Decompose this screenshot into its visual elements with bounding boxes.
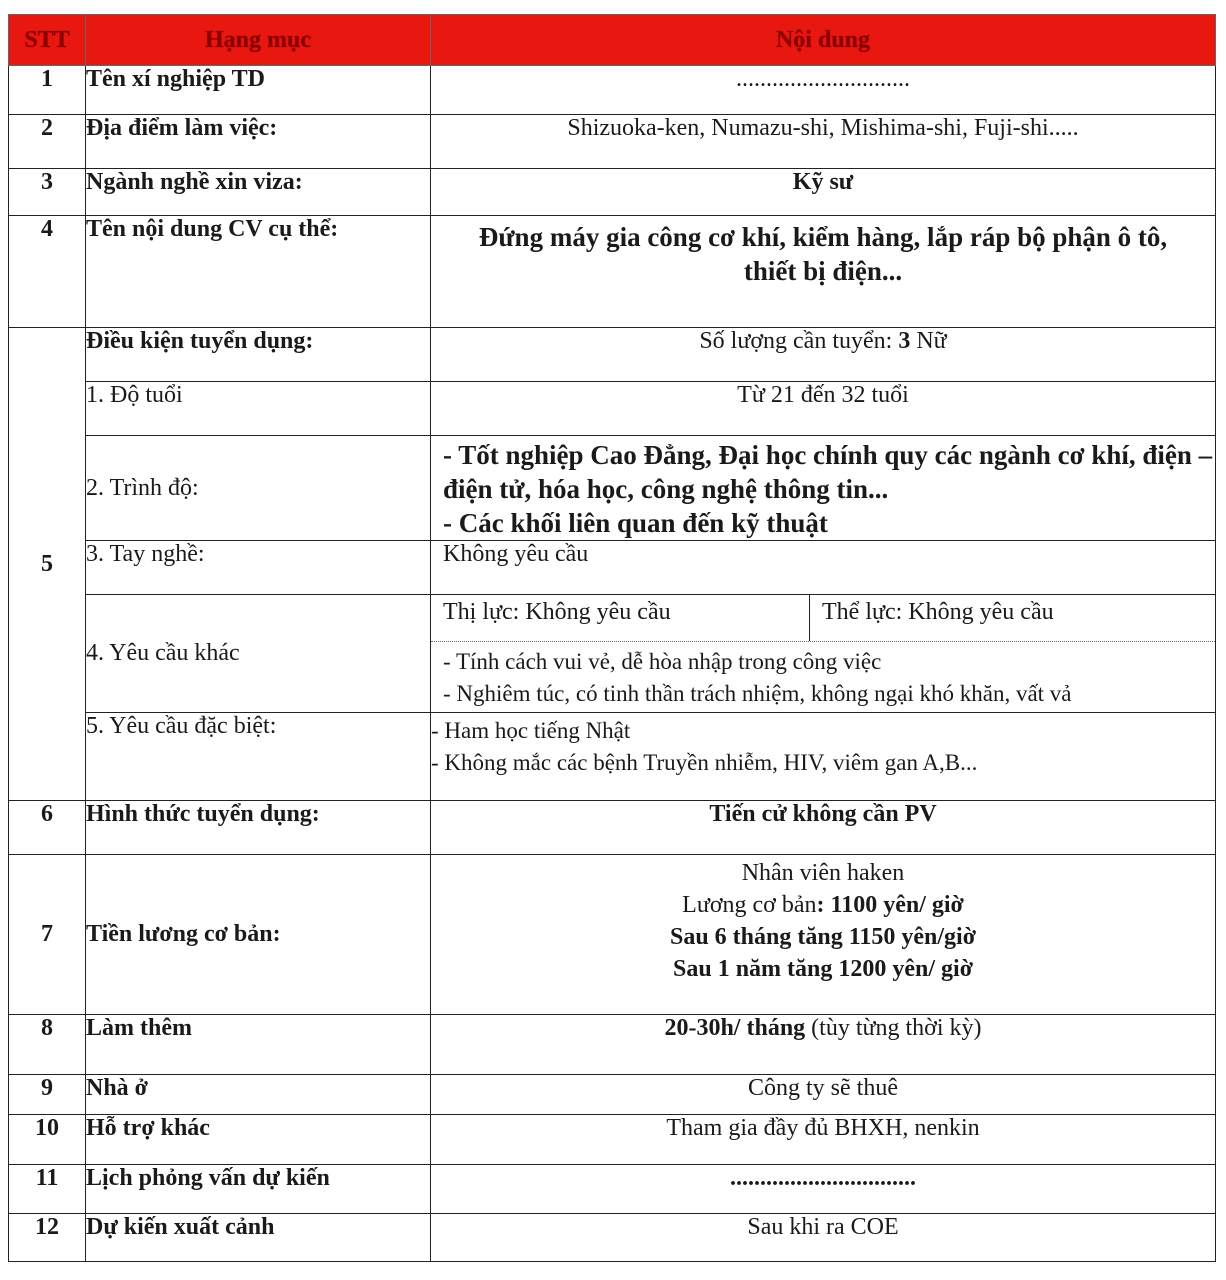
row-item: 3. Tay nghề:: [86, 541, 431, 595]
header-item: Hạng mục: [86, 15, 431, 66]
row-value: Sau khi ra COE: [431, 1214, 1216, 1262]
table-row: [9, 1115, 1216, 1165]
row-item: Tên xí nghiệp TD: [86, 66, 431, 115]
table-row: [9, 328, 1216, 382]
row-number: 3: [9, 169, 86, 216]
row-item: Hình thức tuyển dụng:: [86, 801, 431, 855]
physical-requirements: [431, 595, 1215, 642]
row-item: Ngành nghề xin viza:: [86, 169, 431, 216]
salary-line: Sau 1 năm tăng 1200 yên/ giờ: [673, 956, 973, 982]
row-value: Công ty sẽ thuê: [431, 1075, 1216, 1115]
requirement-line: - Không mắc các bệnh Truyền nhiễm, HIV, viêm gan A,B...: [431, 750, 978, 775]
row-item: 4. Yêu cầu khác: [86, 595, 431, 713]
row-number: 1: [9, 66, 86, 115]
table-row: [9, 436, 1216, 541]
row-item: Tiền lương cơ bản:: [86, 855, 431, 1015]
row-value: Tham gia đầy đủ BHXH, nenkin: [431, 1115, 1216, 1165]
row-number: 8: [9, 1015, 86, 1075]
table-row: [9, 1214, 1216, 1262]
fitness-requirement: Thể lực: Không yêu cầu: [822, 599, 1054, 625]
row-value: 20-30h/ tháng (tùy từng thời kỳ): [431, 1015, 1216, 1075]
table-row: [9, 1165, 1216, 1214]
hire-count: 3: [898, 328, 911, 354]
row-value: Không yêu cầu: [431, 541, 1216, 595]
row-item: Tên nội dung CV cụ thể:: [86, 216, 431, 328]
header-stt: STT: [9, 15, 86, 66]
requirement-line: - Nghiêm túc, có tinh thần trách nhiệm, không ngại khó khăn, vất vả: [443, 681, 1072, 706]
row-item: 5. Yêu cầu đặc biệt:: [86, 713, 431, 801]
row-item: 2. Trình độ:: [86, 436, 431, 541]
table-row: [9, 541, 1216, 595]
row-item: Hỗ trợ khác: [86, 1115, 431, 1165]
salary-line: Sau 6 tháng tăng 1150 yên/giờ: [669, 924, 977, 950]
row-value: Từ 21 đến 32 tuổi: [431, 382, 1216, 436]
table-row: [9, 1075, 1216, 1115]
row-value: ...............................: [431, 1165, 1216, 1214]
row-number: 4: [9, 216, 86, 328]
table-row: [9, 855, 1216, 1015]
salary-line: Lương cơ bản: 1100 yên/ giờ: [682, 892, 964, 918]
salary-line: Nhân viên haken: [741, 860, 905, 886]
row-item: Địa điểm làm việc:: [86, 115, 431, 169]
table-row: [9, 595, 1216, 713]
table-row: [9, 713, 1216, 801]
row-item: Lịch phỏng vấn dự kiến: [86, 1165, 431, 1214]
row-number: 10: [9, 1115, 86, 1165]
row-number: 6: [9, 801, 86, 855]
header-content: Nội dung: [431, 15, 1216, 66]
row-number: 9: [9, 1075, 86, 1115]
eyesight-requirement: Thị lực: Không yêu cầu: [431, 595, 810, 641]
row-item: Làm thêm: [86, 1015, 431, 1075]
row-value: Shizuoka-ken, Numazu-shi, Mishima-shi, Fuji-shi.....: [431, 115, 1216, 169]
row-number: 5: [9, 328, 86, 801]
row-item: Dự kiến xuất cảnh: [86, 1214, 431, 1262]
table-row: [9, 1015, 1216, 1075]
table-row: [9, 382, 1216, 436]
table-row: [9, 169, 1216, 216]
table-row: [9, 216, 1216, 328]
row-number: 2: [9, 115, 86, 169]
row-number: 12: [9, 1214, 86, 1262]
table-row: [9, 115, 1216, 169]
table-row: [9, 66, 1216, 115]
row-number: 11: [9, 1165, 86, 1214]
requirement-line: - Tính cách vui vẻ, dễ hòa nhập trong công việc: [443, 649, 882, 674]
header-row: [9, 15, 1216, 66]
education-line: - Tốt nghiệp Cao Đẳng, Đại học chính quy các ngành cơ khí, điện – điện tử, hóa học, công nghệ thông tin...: [443, 440, 1213, 504]
requirement-line: - Ham học tiếng Nhật: [431, 718, 631, 743]
row-value: Kỹ sư: [431, 169, 1216, 216]
job-description: Đứng máy gia công cơ khí, kiểm hàng, lắp ráp bộ phận ô tô, thiết bị điện...: [478, 222, 1168, 286]
job-info-table: [8, 14, 1216, 1262]
row-value: Tiến cử không cần PV: [431, 801, 1216, 855]
education-line: - Các khối liên quan đến kỹ thuật: [443, 508, 828, 538]
row-item: 1. Độ tuổi: [86, 382, 431, 436]
other-requirements: [431, 595, 1216, 713]
row-value: Số lượng cần tuyển: 3 Nữ: [431, 328, 1216, 382]
table-row: [9, 801, 1216, 855]
row-item: Nhà ở: [86, 1075, 431, 1115]
row-number: 7: [9, 855, 86, 1015]
row-value: .............................: [431, 66, 1216, 115]
row-item: Điều kiện tuyển dụng:: [86, 328, 431, 382]
